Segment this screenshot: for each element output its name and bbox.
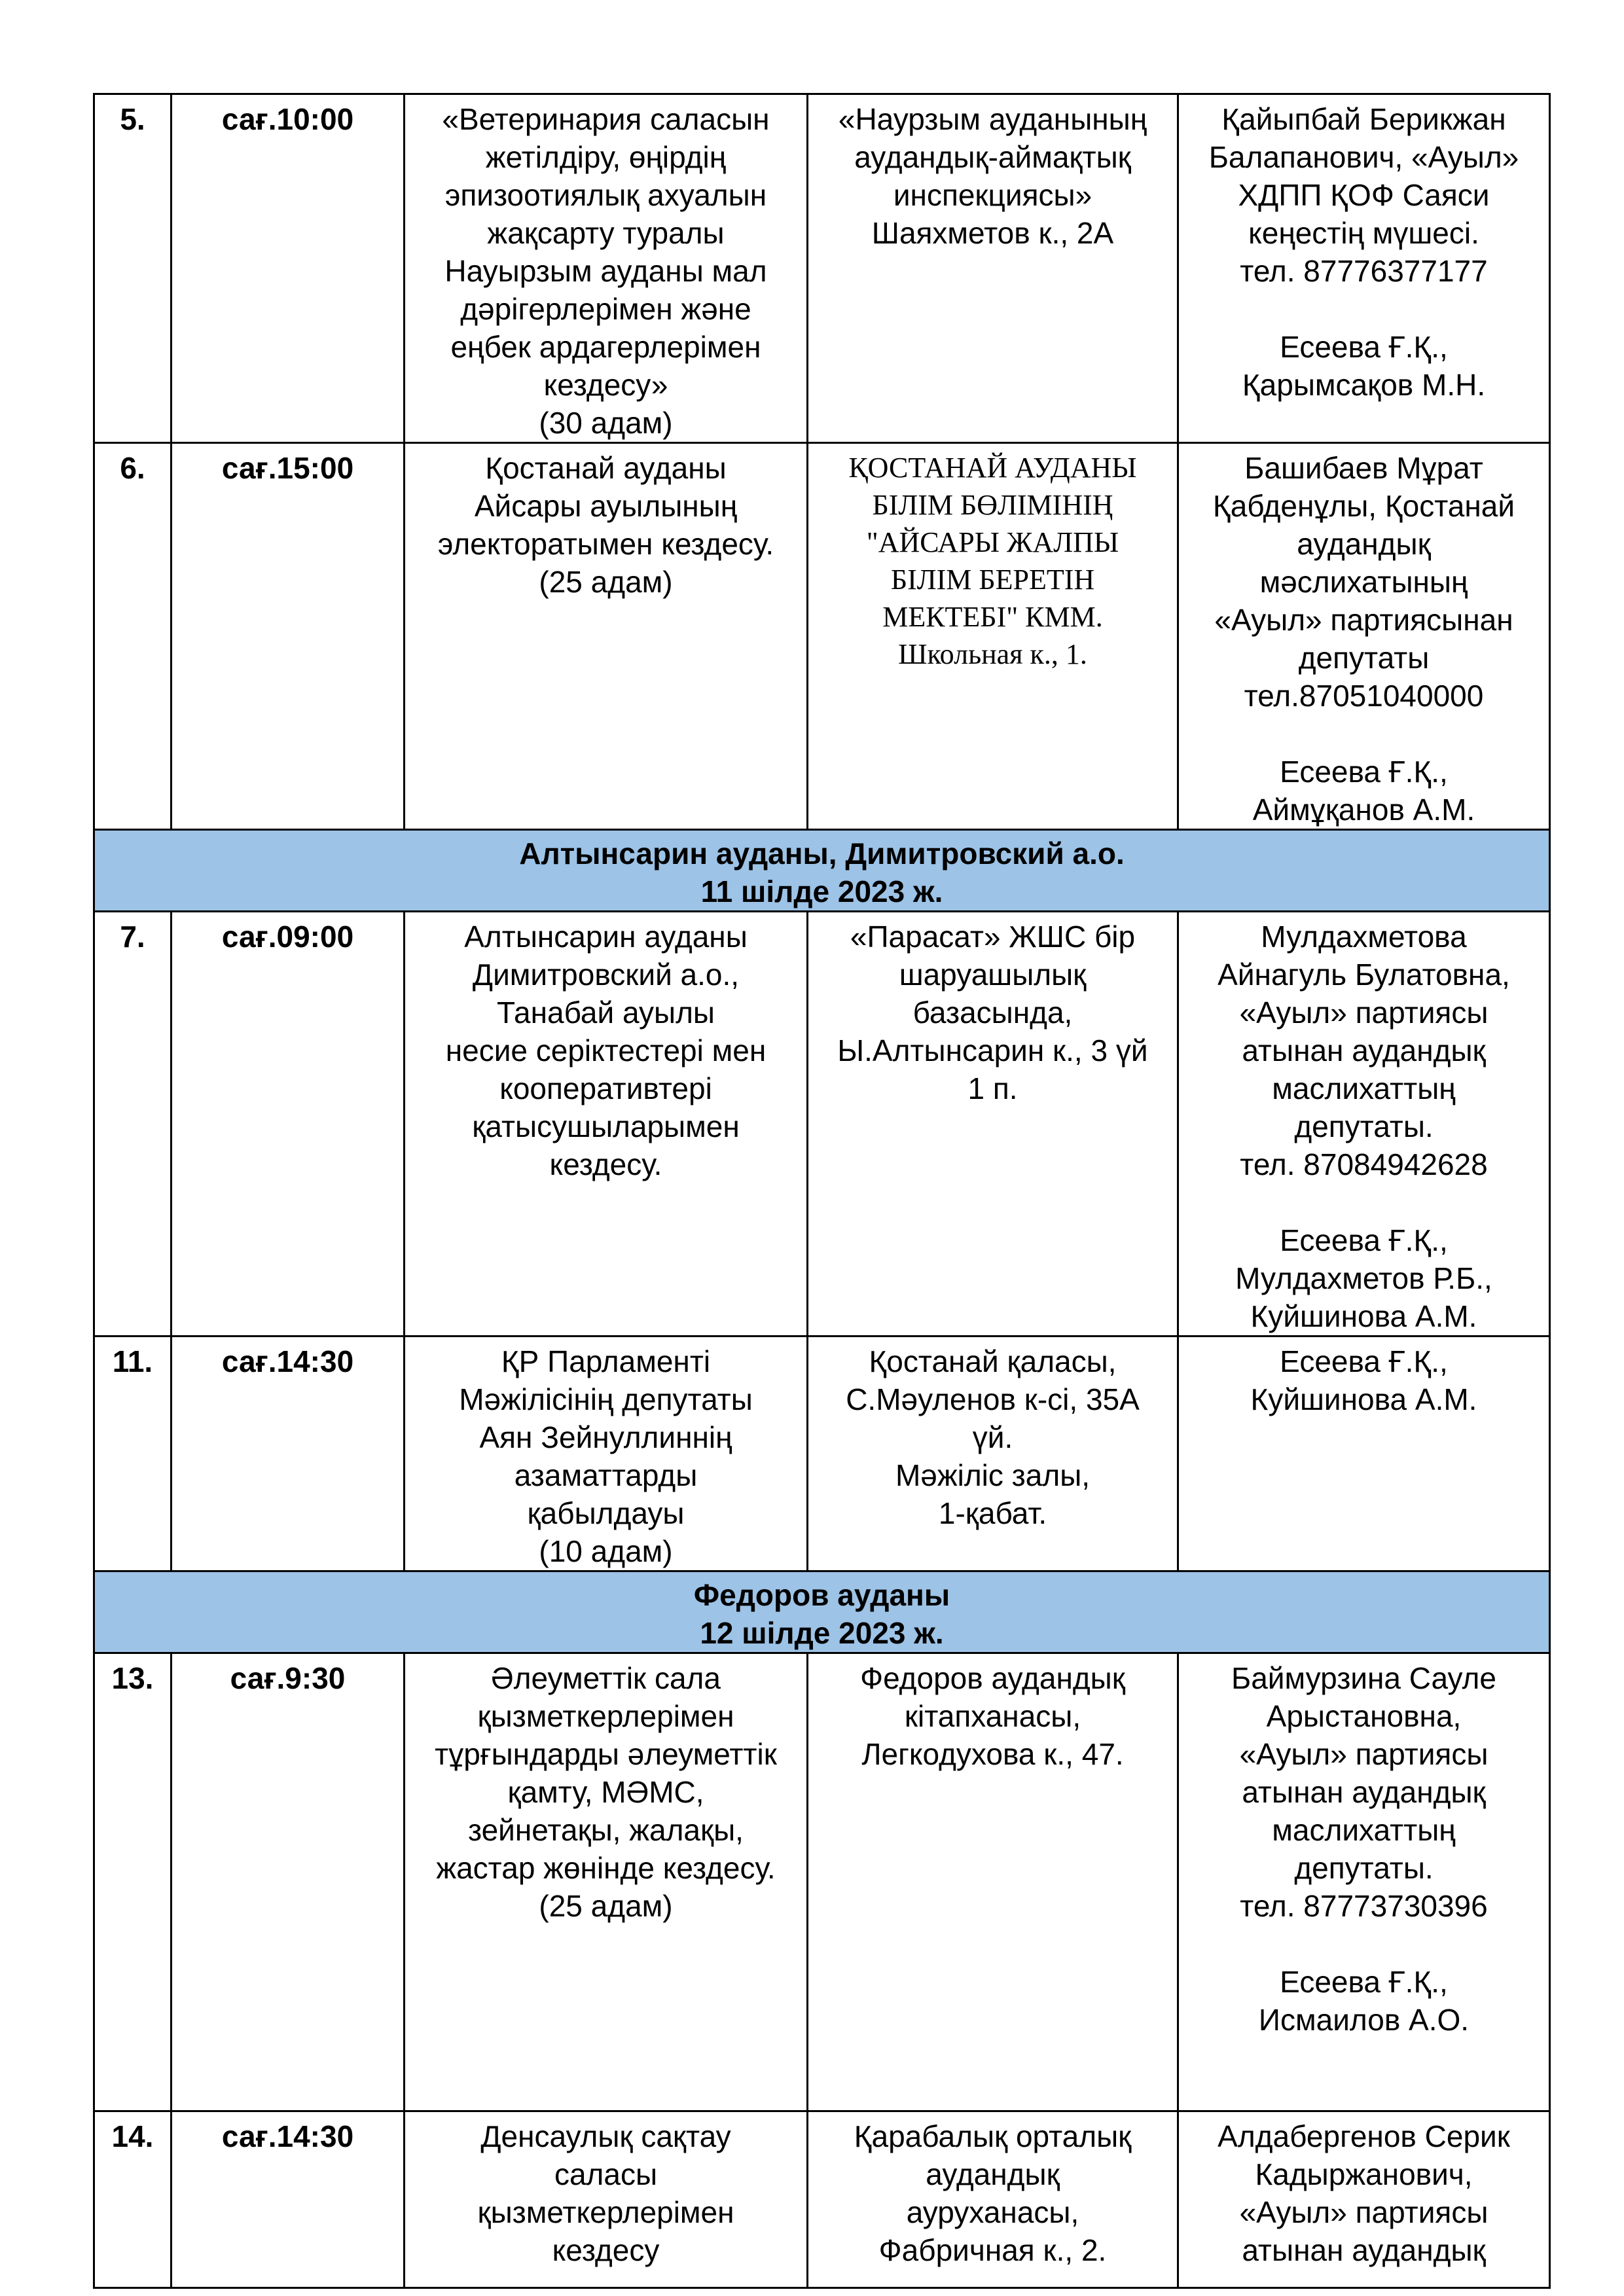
text-line: Аян Зейнуллиннің [479, 1420, 732, 1454]
text-line: маслихаттың [1272, 1071, 1456, 1105]
text-line: Мулдахметова [1261, 920, 1467, 954]
text-line: Балапанович, «Ауыл» [1208, 140, 1519, 174]
text-line: тұрғындарды әлеуметтік [435, 1737, 777, 1771]
text-line: қызметкерлерімен [477, 2195, 734, 2229]
event-location [808, 443, 1178, 830]
event-participants [1178, 94, 1550, 443]
section-title [94, 830, 1550, 912]
participant-info [1188, 449, 1540, 715]
section-title [94, 1571, 1550, 1653]
text-line: кездесу» [543, 368, 668, 402]
event-time: сағ.10:00 [171, 94, 405, 443]
row-number: 14. [94, 2111, 171, 2288]
text-line: Әлеуметтік сала [491, 1661, 721, 1695]
text-line: Димитровский а.о., [472, 958, 740, 992]
text-line: «Парасат» ЖШС бір [850, 920, 1136, 954]
text-line: "АЙСАРЫ ЖАЛПЫ [866, 526, 1119, 558]
text-line: «Ауыл» партиясы [1239, 996, 1489, 1030]
text-line: Фабричная к., 2. [878, 2233, 1107, 2267]
text-line: тел. 87776377177 [1240, 254, 1488, 288]
row-number: 11. [94, 1336, 171, 1571]
text-line: Қостанай ауданы [485, 451, 727, 485]
row-number: 6. [94, 443, 171, 830]
event-time: сағ.9:30 [171, 1653, 405, 2111]
text-line: азаматтарды [514, 1458, 698, 1492]
text-line: депутаты. [1294, 1109, 1434, 1143]
text-line: Денсаулық сақтау [480, 2119, 731, 2153]
text-line: Алдабергенов Серик [1218, 2119, 1510, 2153]
text-line: мәслихатының [1259, 565, 1468, 599]
event-description [405, 1336, 808, 1571]
text-line: Куйшинова А.М. [1250, 1382, 1477, 1416]
text-line: зейнетақы, жалақы, [468, 1813, 744, 1847]
text-line: қабылдауы [527, 1496, 685, 1530]
participant-info [1188, 100, 1540, 290]
text-line: электоратымен кездесу. [437, 527, 774, 561]
row-number: 5. [94, 94, 171, 443]
text-line: «Ауыл» партиясынан [1214, 603, 1513, 637]
text-line: депутаты [1298, 641, 1430, 675]
text-line: БІЛІМ БӨЛІМІНІҢ [872, 489, 1113, 521]
event-description [405, 1653, 808, 2111]
event-location [808, 94, 1178, 443]
text-line: Есеева Ғ.Қ., [1280, 1344, 1448, 1378]
text-line: Есеева Ғ.Қ., [1280, 330, 1448, 364]
text-line: атынан аудандық [1242, 1033, 1486, 1067]
responsible-persons [1188, 753, 1540, 829]
event-participants [1178, 1653, 1550, 2111]
event-location [808, 1653, 1178, 2111]
text-line: Школьная к., 1. [898, 638, 1087, 670]
text-line: (10 адам) [539, 1534, 673, 1568]
text-line: Шаяхметов к., 2А [871, 216, 1114, 250]
section-date: 11 шілде 2023 ж. [700, 874, 943, 908]
text-line: кездесу. [549, 1147, 662, 1181]
event-time: сағ.15:00 [171, 443, 405, 830]
text-line: атынан аудандық [1242, 2233, 1486, 2267]
text-line: тел. 87084942628 [1240, 1147, 1488, 1181]
text-line: эпизоотиялық ахуалын [444, 178, 767, 212]
section-region: Федоров ауданы [693, 1578, 950, 1612]
text-line: Баймурзина Сауле [1231, 1661, 1496, 1695]
text-line: Қарымсақов М.Н. [1242, 368, 1486, 402]
section-header [94, 830, 1550, 912]
text-line: Қабденұлы, Қостанай [1212, 489, 1515, 523]
text-line: ХДПП ҚОФ Саяси [1238, 178, 1490, 212]
text-line: 1 п. [967, 1071, 1018, 1105]
text-line: ҚОСТАНАЙ АУДАНЫ [848, 452, 1137, 484]
text-line: Науырзым ауданы мал [444, 254, 767, 288]
event-location [808, 912, 1178, 1336]
event-description [405, 2111, 808, 2288]
event-description [405, 94, 808, 443]
event-participants [1178, 443, 1550, 830]
text-line: С.Мәуленов к-сі, 35А [846, 1382, 1140, 1416]
text-line: Легкодухова к., 47. [861, 1737, 1124, 1771]
section-header [94, 1571, 1550, 1653]
text-line: Башибаев Мұрат [1244, 451, 1483, 485]
table-row [94, 94, 1550, 443]
text-line: депутаты. [1294, 1851, 1434, 1885]
event-participants [1178, 1336, 1550, 1571]
text-line: үй. [972, 1420, 1013, 1454]
text-line: БІЛІМ БЕРЕТІН [890, 564, 1095, 596]
participant-info [1188, 2117, 1540, 2269]
text-line: атынан аудандық [1242, 1775, 1486, 1809]
text-line: Есеева Ғ.Қ., [1280, 755, 1448, 789]
text-line: Есеева Ғ.Қ., [1280, 1223, 1448, 1257]
text-line: Арыстановна, [1266, 1699, 1462, 1733]
row-number: 7. [94, 912, 171, 1336]
text-line: (30 адам) [539, 406, 673, 440]
text-line: несие серіктестері мен [445, 1033, 767, 1067]
text-line: жақсарту туралы [487, 216, 725, 250]
text-line: (25 адам) [539, 1889, 673, 1923]
text-line: (25 адам) [539, 565, 673, 599]
text-line: Кадыржанович, [1255, 2157, 1473, 2191]
event-location [808, 2111, 1178, 2288]
schedule-table [93, 93, 1551, 2289]
text-line: тел.87051040000 [1244, 679, 1484, 713]
text-line: ҚР Парламенті [501, 1344, 711, 1378]
text-line: «Ауыл» партиясы [1239, 2195, 1489, 2229]
text-line: Мәжілісінің депутаты [459, 1382, 753, 1416]
text-line: қамту, МӘМС, [507, 1775, 704, 1809]
participant-info [1188, 918, 1540, 1183]
responsible-persons [1188, 1963, 1540, 2039]
text-line: саласы [554, 2157, 658, 2191]
text-line: МЕКТЕБІ" КММ. [882, 601, 1103, 633]
text-line: аудандық [926, 2157, 1060, 2191]
text-line: аудандық-аймақтық [854, 140, 1131, 174]
text-line: Қайыпбай Берикжан [1221, 102, 1506, 136]
text-line: Федоров аудандық [860, 1661, 1125, 1695]
text-line: Ы.Алтынсарин к., 3 үй [837, 1033, 1148, 1067]
event-participants [1178, 2111, 1550, 2288]
text-line: маслихаттың [1272, 1813, 1456, 1847]
text-line: аудандық [1297, 527, 1431, 561]
event-time: сағ.14:30 [171, 2111, 405, 2288]
text-line: дәрігерлерімен және [460, 292, 751, 326]
participant-info [1188, 1659, 1540, 1925]
section-date: 12 шілде 2023 ж. [700, 1616, 944, 1650]
text-line: базасында, [912, 996, 1073, 1030]
text-line: қызметкерлерімен [477, 1699, 734, 1733]
text-line: кездесу [552, 2233, 660, 2267]
text-line: 1-қабат. [938, 1496, 1047, 1530]
table-row [94, 2111, 1550, 2288]
table-row [94, 1336, 1550, 1571]
event-time: сағ.14:30 [171, 1336, 405, 1571]
text-line: Куйшинова А.М. [1250, 1299, 1477, 1333]
text-line: инспекциясы» [893, 178, 1092, 212]
section-region: Алтынсарин ауданы, Димитровский а.о. [519, 836, 1125, 870]
event-description [405, 912, 808, 1336]
text-line: Мәжіліс залы, [895, 1458, 1091, 1492]
text-line: Мулдахметов Р.Б., [1235, 1261, 1492, 1295]
text-line: Танабай ауылы [497, 996, 715, 1030]
text-line: шаруашылық [899, 958, 1087, 992]
event-location [808, 1336, 1178, 1571]
text-line: қатысушыларымен [472, 1109, 740, 1143]
text-line: кітапханасы, [904, 1699, 1081, 1733]
responsible-persons [1188, 328, 1540, 404]
responsible-persons [1188, 1221, 1540, 1335]
text-line: «Ветеринария саласын [442, 102, 770, 136]
table-row [94, 912, 1550, 1336]
text-line: ауруханасы, [906, 2195, 1079, 2229]
table-row [94, 443, 1550, 830]
event-participants [1178, 912, 1550, 1336]
text-line: Айнагуль Булатовна, [1218, 958, 1510, 992]
text-line: Алтынсарин ауданы [464, 920, 748, 954]
table-row [94, 1653, 1550, 2111]
text-line: Аймұқанов А.М. [1252, 793, 1475, 827]
text-line: Исмаилов А.О. [1258, 2003, 1470, 2037]
text-line: жетілдіру, өңірдің [485, 140, 727, 174]
text-line: «Ауыл» партиясы [1239, 1737, 1489, 1771]
text-line: еңбек ардагерлерімен [450, 330, 761, 364]
text-line: кеңестің мүшесі. [1248, 216, 1479, 250]
text-line: Айсары ауылының [474, 489, 738, 523]
text-line: жастар жөнінде кездесу. [436, 1851, 776, 1885]
text-line: кооперативтері [499, 1071, 712, 1105]
event-description [405, 443, 808, 830]
responsible-persons [1188, 1342, 1540, 1418]
row-number: 13. [94, 1653, 171, 2111]
event-time: сағ.09:00 [171, 912, 405, 1336]
text-line: «Наурзым ауданының [838, 102, 1147, 136]
text-line: тел. 87773730396 [1240, 1889, 1488, 1923]
text-line: Есеева Ғ.Қ., [1280, 1965, 1448, 1999]
text-line: Қостанай қаласы, [869, 1344, 1117, 1378]
text-line: Қарабалық орталық [854, 2119, 1132, 2153]
